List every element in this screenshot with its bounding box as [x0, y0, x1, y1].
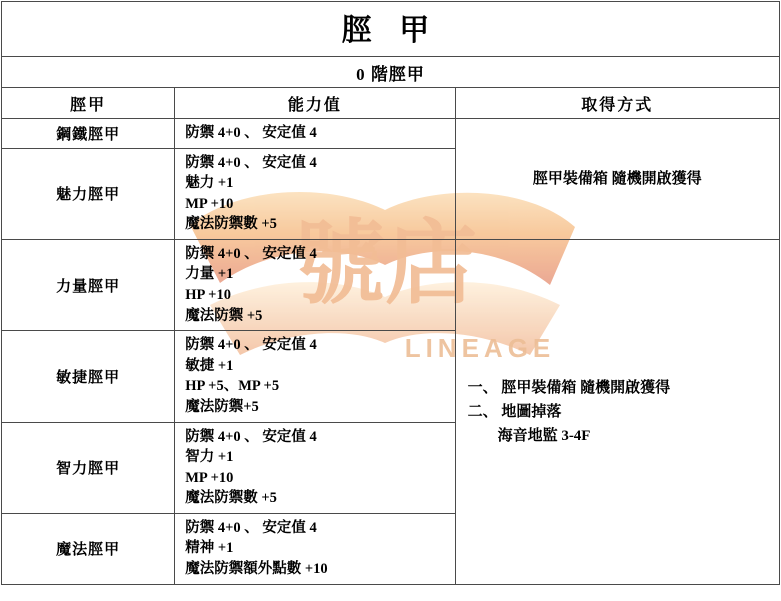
table-header-row	[2, 88, 780, 119]
page-title: 脛 甲	[2, 2, 780, 57]
table-row	[2, 239, 780, 330]
stat-line: 防禦 4+0 、 安定值 4	[185, 245, 317, 262]
stat-line: 魅力 +1	[185, 175, 234, 192]
armor-name: 智力脛甲	[2, 422, 175, 513]
armor-stats	[175, 239, 455, 330]
armor-name: 敏捷脛甲	[2, 331, 175, 422]
table-subtitle-row	[2, 57, 780, 88]
stat-line: 力量 +1	[185, 266, 234, 283]
armor-stats	[175, 148, 455, 239]
stat-line: 魔法防禦額外點數 +10	[185, 560, 328, 577]
stat-line: 精神 +1	[185, 540, 234, 557]
stat-line: 敏捷 +1	[185, 357, 234, 374]
page-subtitle: 0 階脛甲	[2, 57, 780, 88]
column-header-acquisition: 取得方式	[455, 88, 779, 119]
column-header-stats: 能力值	[175, 88, 455, 119]
acquisition-text: 海音地監 3-4F	[497, 427, 591, 444]
armor-stats	[175, 331, 455, 422]
armor-name: 鋼鐵脛甲	[2, 119, 175, 149]
acquisition-bottom	[455, 239, 779, 584]
acquisition-text: 脛甲裝備箱 隨機開啟獲得	[532, 170, 702, 187]
stat-line: 防禦 4+0 、 安定值 4	[185, 428, 317, 445]
stat-line: HP +5、MP +5	[185, 378, 280, 395]
armor-stats	[175, 119, 455, 149]
stat-line: 防禦 4+0 、 安定值 4	[185, 519, 317, 536]
svg-text:LINEAGE: LINEAGE	[404, 333, 556, 363]
stat-line: MP +10	[185, 195, 234, 212]
stat-line: MP +10	[185, 469, 234, 486]
stat-line: 智力 +1	[185, 449, 234, 466]
stat-line: 防禦 4+0 、 安定值 4	[185, 337, 317, 354]
armor-name: 魅力脛甲	[2, 148, 175, 239]
table-row	[2, 119, 780, 149]
table-title-row	[2, 2, 780, 57]
stat-line: HP +10	[185, 287, 231, 304]
armor-name: 力量脛甲	[2, 239, 175, 330]
stat-line: 防禦 4+0 、 安定值 4	[185, 125, 317, 141]
svg-text:號店: 號店	[292, 213, 478, 315]
armor-table	[1, 1, 780, 585]
armor-stats	[175, 422, 455, 513]
armor-stats	[175, 513, 455, 584]
acquisition-top	[455, 119, 779, 240]
acquisition-text: 二、 地圖掉落	[467, 403, 562, 420]
stat-line: 魔法防禦數 +5	[185, 216, 277, 233]
armor-name: 魔法脛甲	[2, 513, 175, 584]
stat-line: 防禦 4+0 、 安定值 4	[185, 154, 317, 171]
acquisition-text: 一、 脛甲裝備箱 隨機開啟獲得	[467, 379, 671, 396]
stat-line: 魔法防禦+5	[185, 398, 259, 415]
column-header-name: 脛甲	[2, 88, 175, 119]
stat-line: 魔法防禦數 +5	[185, 490, 277, 507]
stat-line: 魔法防禦 +5	[185, 307, 263, 324]
